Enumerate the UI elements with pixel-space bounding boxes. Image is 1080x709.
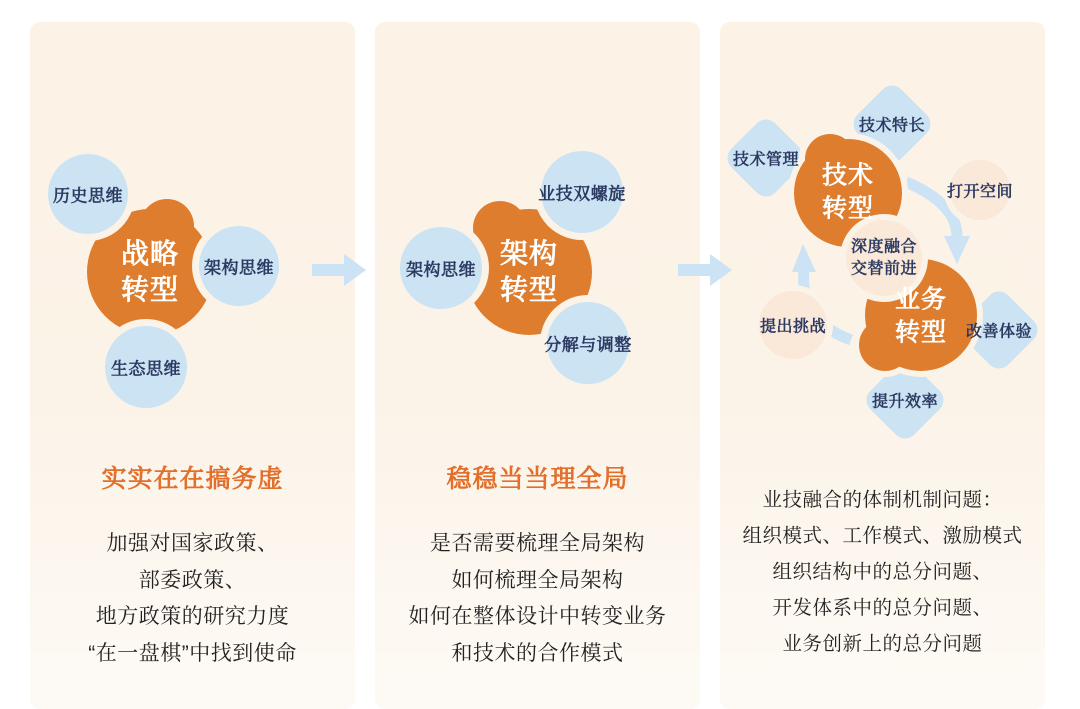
architecture-line: 是否需要梳理全局架构 [430,532,645,555]
boost-efficiency-label: 提升效率 [871,393,939,411]
tech-business-line: 业技融合的体制机制问题： [762,489,1003,511]
tech-strength-label: 技术特长 [858,117,926,135]
open-space-label: 打开空间 [946,183,1014,201]
strategy-line: “在一盘棋”中找到使命 [88,641,297,665]
architecture-line: 如何梳理全局架构 [451,568,624,592]
panel1-to-panel2-arrow [312,254,366,286]
strategy-diagram [30,22,355,452]
panel-architecture-transformation [375,22,700,709]
architecture-core-label: 架构 转型 [499,238,559,305]
architecture-description [375,526,700,672]
decompose-adjust-label: 分解与调整 [544,335,632,355]
strategy-line: 加强对国家政策、 [106,532,279,555]
strategy-line: 部委政策、 [138,568,247,592]
history-thinking-label: 历史思维 [53,186,123,206]
raise-challenge-label: 提出挑战 [759,318,827,336]
deep-fusion-label: 深度融合 交替前进 [850,238,918,277]
architecture-heading: 稳稳当当理全局 [446,465,629,493]
strategy-line: 地方政策的研究力度 [95,605,290,628]
business-core-label: 业务 转型 [894,285,948,346]
tech-management-label: 技术管理 [732,151,800,169]
strategy-description [30,526,355,672]
architecture-line: 如何在整体设计中转变业务 [408,605,667,628]
strategy-heading: 实实在在搞务虚 [101,465,284,493]
architecture-thinking-label: 架构思维 [406,260,476,280]
architecture-diagram [375,22,700,452]
tech-core-label: 技术 转型 [821,161,875,222]
architecture-thinking-label: 架构思维 [204,258,274,278]
tech-business-line: 组织模式、工作模式、激励模式 [742,525,1023,547]
tech-business-line: 开发体系中的总分问题、 [772,597,993,619]
panel2-to-panel3-arrow [678,254,732,286]
tech-business-diagram [720,22,1045,452]
strategy-core-label: 战略 转型 [120,238,180,305]
improve-experience-label: 改善体验 [965,323,1033,341]
panel-tech-business-transformation [720,22,1045,709]
architecture-line: 和技术的合作模式 [451,641,624,665]
panel-strategy-transformation [30,22,355,709]
tech-business-line: 组织结构中的总分问题、 [772,561,993,583]
tech-business-description [720,482,1045,662]
biz-tech-double-helix-label: 业技双螺旋 [538,184,626,204]
tech-business-line: 业务创新上的总分问题 [782,633,983,655]
ecosystem-thinking-label: 生态思维 [111,359,181,379]
